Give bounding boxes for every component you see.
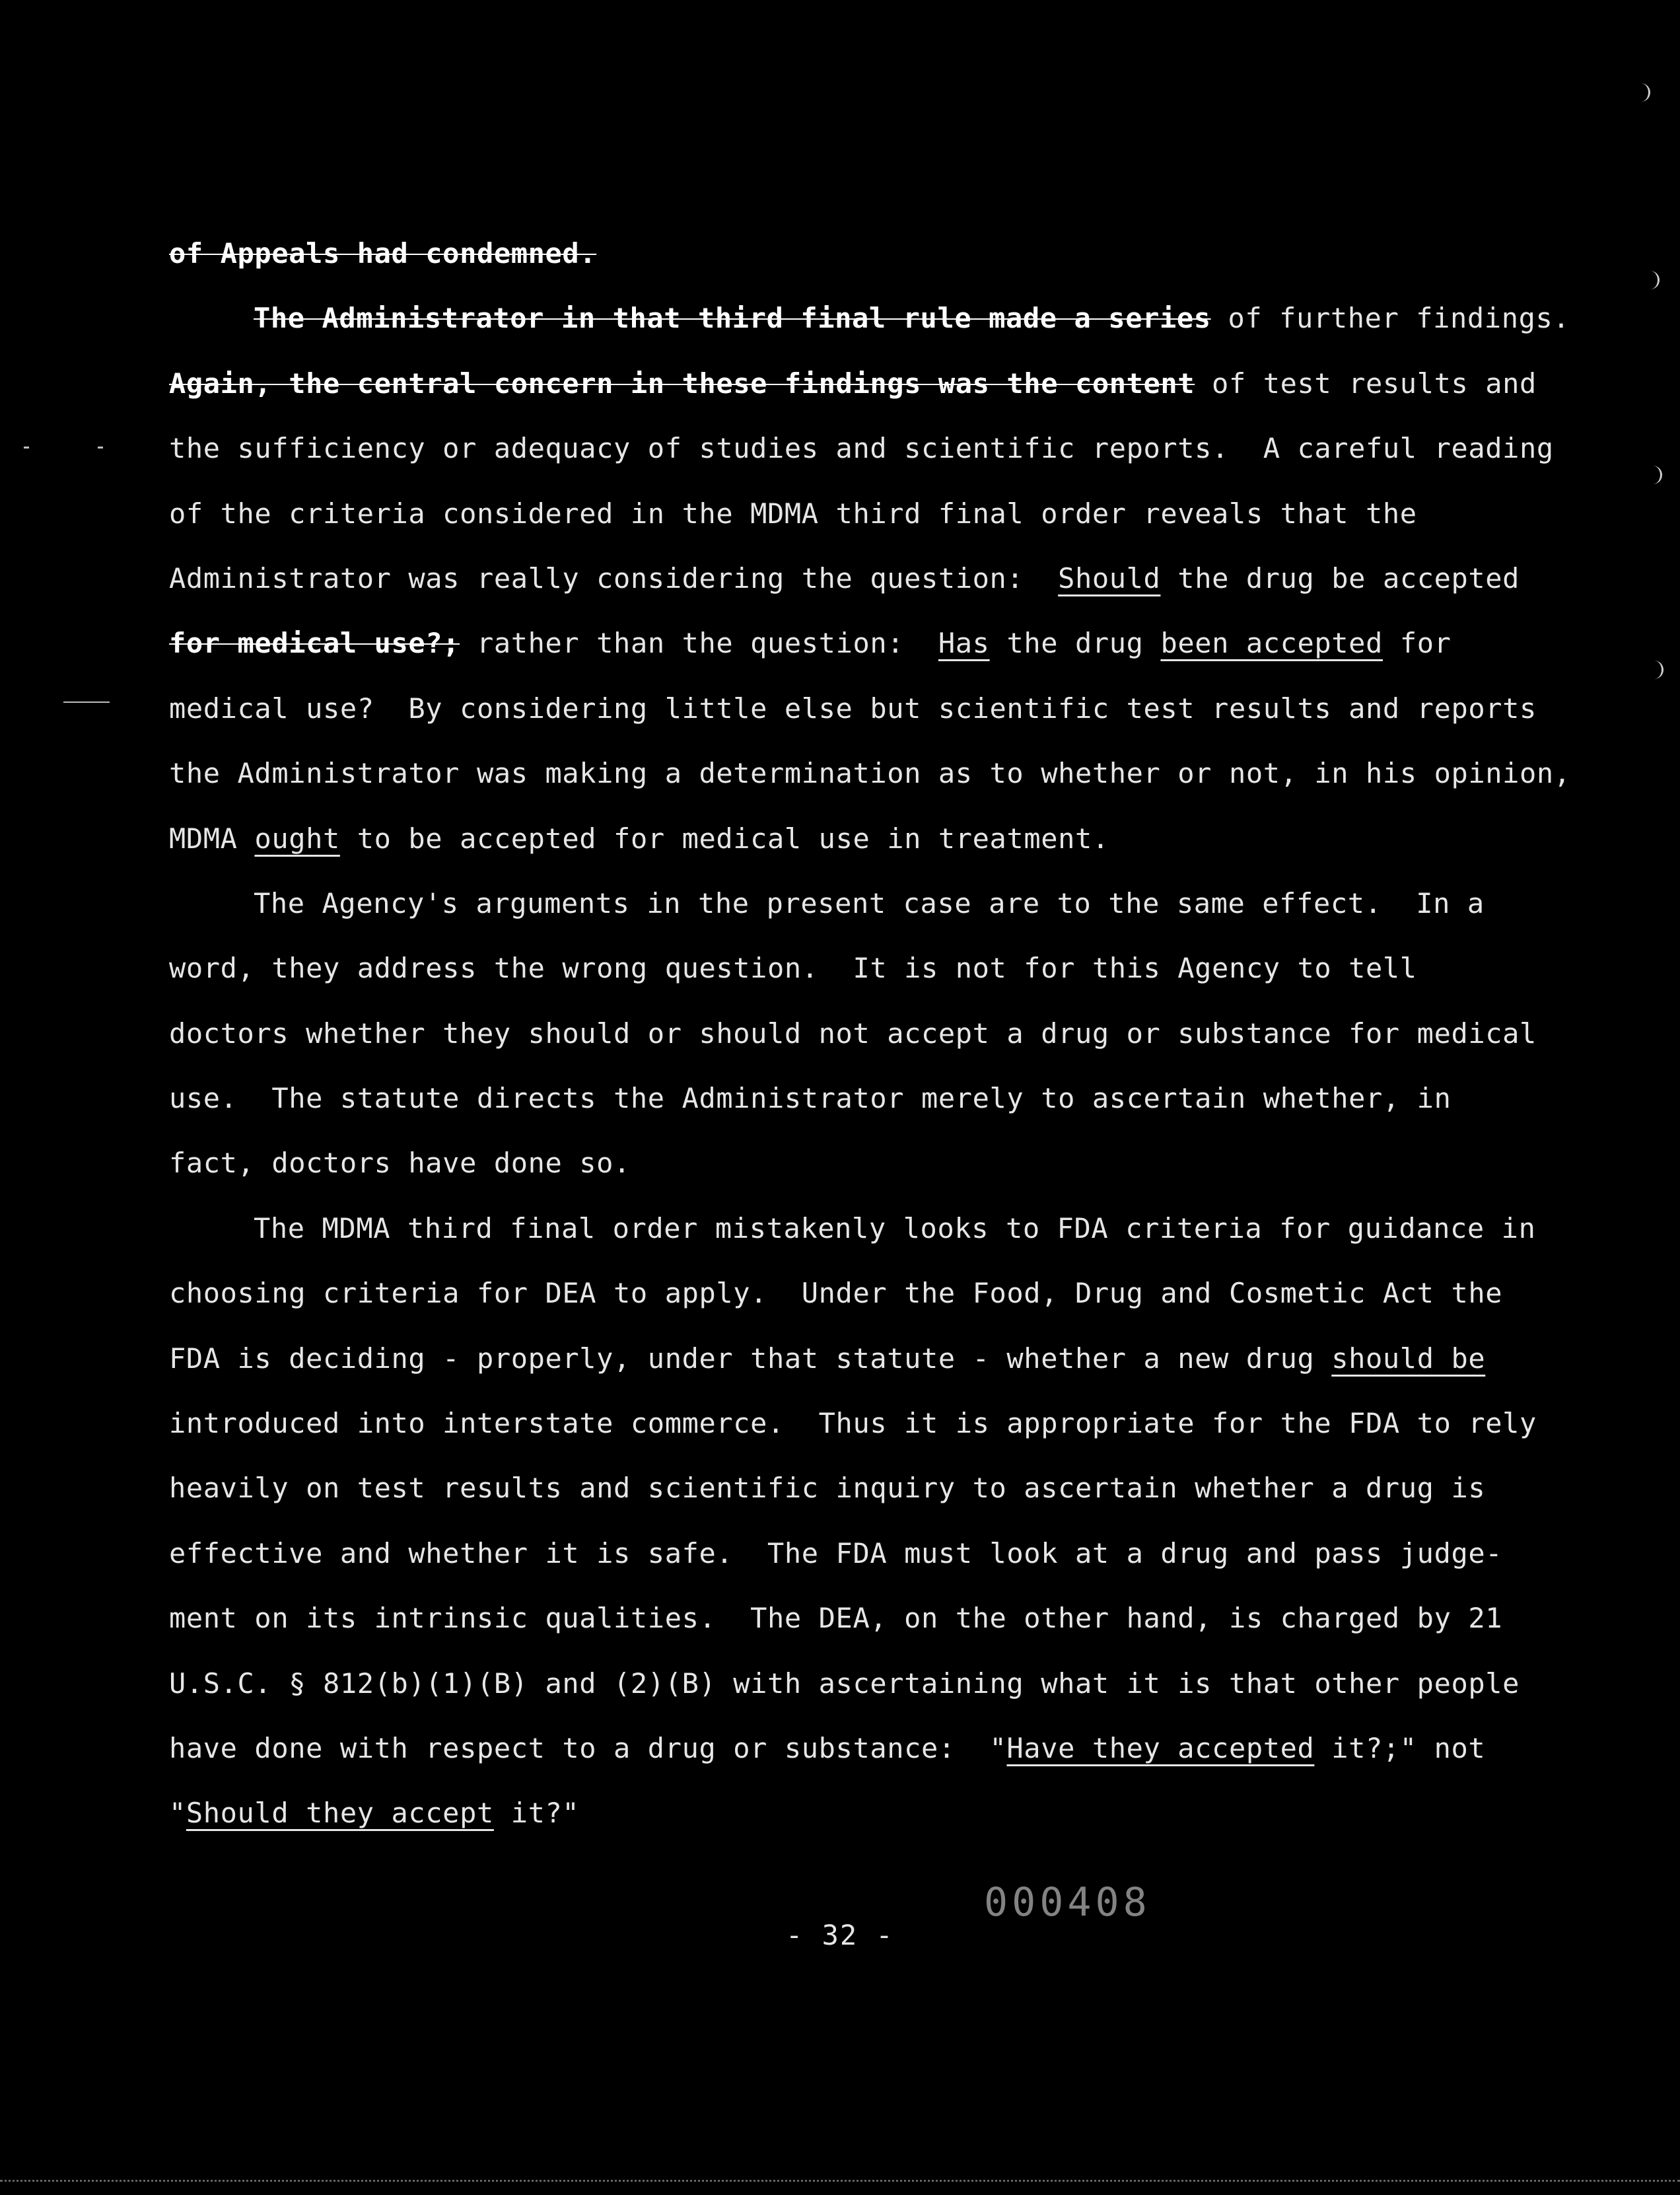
text-line <box>169 1391 1536 1456</box>
text-line <box>169 936 1536 1001</box>
underlined-text: Should they accept <box>186 1797 494 1830</box>
text-line <box>169 1066 1536 1131</box>
text-line <box>169 676 1536 741</box>
text-segment: The MDMA third final order mistakenly looks to FDA criteria for guidance in <box>254 1211 1536 1244</box>
punch-hole-mark <box>1643 271 1660 289</box>
page-number: - 32 - <box>786 1919 894 1951</box>
text-line <box>169 221 1536 286</box>
text-line <box>169 1586 1536 1651</box>
text-segment: The Agency's arguments in the present case are to the same effect. In a <box>254 886 1485 919</box>
text-line <box>169 1196 1536 1261</box>
underlined-text: Should <box>1058 561 1161 594</box>
text-line <box>169 546 1536 611</box>
punch-hole-mark <box>1646 466 1662 484</box>
text-segment: for <box>1382 627 1452 660</box>
text-segment: use. The statute directs the Administrator merely to ascertain whether, in <box>169 1082 1452 1115</box>
text-segment: the drug <box>989 627 1161 660</box>
text-line <box>169 286 1570 351</box>
text-segment: FDA is deciding - properly, under that statute - whether a new drug <box>169 1342 1332 1375</box>
text-segment: introduced into interstate commerce. Thus it is appropriate for the FDA to rely <box>169 1407 1537 1440</box>
underlined-text: ought <box>254 822 340 855</box>
text-line <box>169 1456 1536 1521</box>
page-bottom-edge <box>0 2180 1680 2184</box>
scan-speck <box>24 447 29 449</box>
text-line <box>169 611 1536 676</box>
text-segment: doctors whether they should or should not accept a drug or substance for medical <box>169 1017 1537 1050</box>
bates-number: 000408 <box>984 1879 1151 1925</box>
text-segment: Administrator was really considering the question: <box>169 561 1059 594</box>
text-line <box>169 1716 1536 1781</box>
text-segment: word, they address the wrong question. It is not for this Agency to tell <box>169 952 1417 985</box>
text-segment: choosing criteria for DEA to apply. Under the Food, Drug and Cosmetic Act the <box>169 1277 1503 1310</box>
underlined-text: been accepted <box>1160 627 1383 660</box>
text-segment: of further findings. <box>1210 302 1570 335</box>
text-segment: to be accepted for medical use in treatment. <box>339 822 1109 855</box>
text-segment: it?" <box>493 1797 580 1830</box>
underlined-text: should be <box>1331 1342 1486 1375</box>
punch-hole-mark <box>1634 83 1650 102</box>
body-text <box>169 221 1571 1846</box>
text-line <box>169 482 1536 546</box>
text-line <box>169 1001 1536 1066</box>
text-segment: effective and whether it is safe. The FDA must look at a drug and pass judge- <box>169 1536 1503 1569</box>
text-segment: ment on its intrinsic qualities. The DEA, on the other hand, is charged by 21 <box>169 1602 1503 1635</box>
text-line <box>169 807 1536 871</box>
text-line <box>169 416 1554 481</box>
text-segment: the sufficiency or adequacy of studies and scientific reports. A careful reading <box>169 432 1554 465</box>
text-segment: medical use? By considering little else but scientific test results and reports <box>169 692 1537 725</box>
text-segment: it?;" not <box>1314 1731 1486 1764</box>
punch-hole-mark <box>1647 661 1663 679</box>
text-line <box>169 351 1536 416</box>
text-segment: of the criteria considered in the MDMA third final order reveals that the <box>169 497 1417 530</box>
underlined-text: Has <box>938 627 990 660</box>
text-segment: heavily on test results and scientific inquiry to ascertain whether a drug is <box>169 1472 1486 1505</box>
text-line <box>169 741 1571 806</box>
text-segment: have done with respect to a drug or substance: " <box>169 1731 1007 1764</box>
struck-text: of Appeals had condemned. <box>169 237 597 270</box>
text-line <box>169 1781 1536 1846</box>
text-line <box>169 1651 1536 1716</box>
text-segment: MDMA <box>169 822 255 855</box>
struck-text: for medical use?; <box>169 627 460 660</box>
text-line <box>169 1131 1536 1196</box>
text-segment: the drug be accepted <box>1160 561 1520 594</box>
struck-text: The Administrator in that third final rule made a series <box>254 302 1211 335</box>
scan-speck <box>63 702 110 703</box>
text-segment: fact, doctors have done so. <box>169 1147 631 1180</box>
text-segment: the Administrator was making a determination as to whether or not, in his opinion, <box>169 757 1571 790</box>
text-line <box>169 1261 1536 1326</box>
text-segment: U.S.C. § 812(b)(1)(B) and (2)(B) with ascertaining what it is that other people <box>169 1667 1520 1700</box>
text-line <box>169 1326 1536 1391</box>
underlined-text: Have they accepted <box>1006 1731 1315 1764</box>
struck-text: Again, the central concern in these findings was the content <box>169 367 1195 400</box>
text-segment: " <box>169 1797 186 1830</box>
text-segment: rather than the question: <box>460 627 938 660</box>
scan-speck <box>98 447 103 449</box>
text-line <box>169 1521 1536 1586</box>
text-segment: of test results and <box>1195 367 1537 400</box>
text-line <box>169 871 1536 936</box>
